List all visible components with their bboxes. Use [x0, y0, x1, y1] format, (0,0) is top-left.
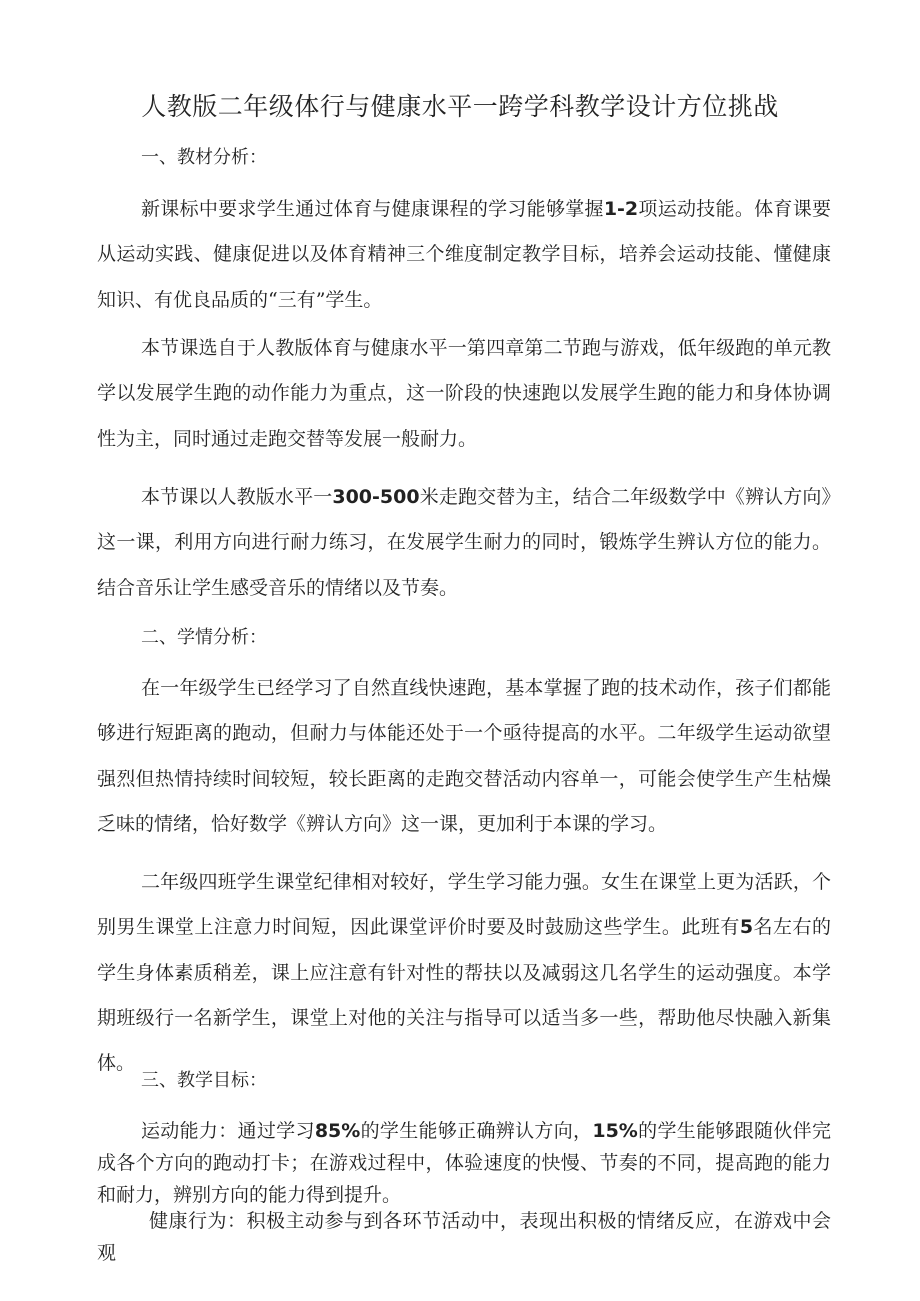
paragraph-motor-ability — [97, 1115, 831, 1213]
section-heading-materials: 一、教材分析： — [141, 147, 267, 168]
paragraph-lesson-source: 本节课选自于人教版体育与健康水平一第四章第二节跑与游戏，低年级跑的单元教学以发展学生跑的动作能力为重点，这一阶段的快速跑以发展学生跑的能力和身体协调性为主，同时通过走跑交替等发展一般耐力。 — [97, 337, 831, 450]
paragraph-student-analysis: 在一年级学生已经学习了自然直线快速跑，基本掌握了跑的技术动作，孩子们都能够进行短距离的跑动，但耐力与体能还处于一个亟待提高的水平。二年级学生运动欲望强烈但热情持续时间较短，较长距离的走跑交替活动内容单一，可能会使学生产生枯燥乏味的情绪，恰好数学《辨认方向》这一课，更加利于本课的学习。 — [97, 677, 831, 835]
paragraph-text: 名左右的学生身体素质稍差，课上应注意有针对性的帮扶以及减弱这几名学生的运动强度。本学期班级行一名新学生，课堂上对他的关注与指导可以适当多一些，帮助他尽快融入新集体。 — [97, 916, 831, 1075]
paragraph-text: 米走跑交替为主，结合二年级数学中《辨认方向》这一课，利用方向进行耐力练习，在发展学生耐力的同时，锻炼学生辨认方位的能力。结合音乐让学生感受音乐的情绪以及节奏。 — [97, 486, 831, 599]
paragraph-text: 本节课以人教版水平一 — [141, 486, 333, 508]
paragraph-text: 运动能力：通过学习 — [141, 1120, 315, 1142]
paragraph-text: 的学生能够正确辨认方向， — [360, 1120, 593, 1142]
percent-correct: 85% — [314, 1120, 361, 1142]
paragraph-text: 新课标中要求学生通过体育与健康课程的学习能够掌握 — [141, 198, 604, 220]
skill-count: 1-2 — [603, 198, 639, 220]
section-heading-students: 二、学情分析： — [141, 627, 267, 648]
paragraph-health-behavior: 健康行为：积极主动参与到各环节活动中，表现出积极的情绪反应，在游戏中会观 — [97, 1210, 831, 1264]
paragraph-text: 的学生能够跟随伙伴完成各个方向的跑动打卡；在游戏过程中，体验速度的快慢、节奏的不同，提高跑的能力和耐力，辨别方向的能力得到提升。 — [97, 1120, 831, 1206]
paragraph-curriculum — [97, 187, 831, 323]
student-count: 5 — [739, 916, 754, 939]
distance-range: 300-500 — [332, 486, 420, 508]
paragraph-text: 二年级四班学生课堂纪律相对较好，学生学习能力强。女生在课堂上更为活跃，个别男生课堂上注意力时间短，因此课堂评价时要及时鼓励这些学生。此班有 — [97, 871, 831, 939]
percent-follow: 15% — [592, 1120, 638, 1142]
section-heading-objectives: 三、教学目标： — [141, 1070, 267, 1091]
document-title: 人教版二年级体行与健康水平一跨学科教学设计方位挑战 — [141, 92, 779, 121]
paragraph-lesson-design — [97, 475, 831, 611]
paragraph-class-situation — [97, 860, 831, 1075]
paragraph-text: 项运动技能。体育课要从运动实践、健康促进以及体育精神三个维度制定教学目标，培养会运动技能、懂健康知识、有优良品质的“三有”学生。 — [97, 198, 831, 311]
